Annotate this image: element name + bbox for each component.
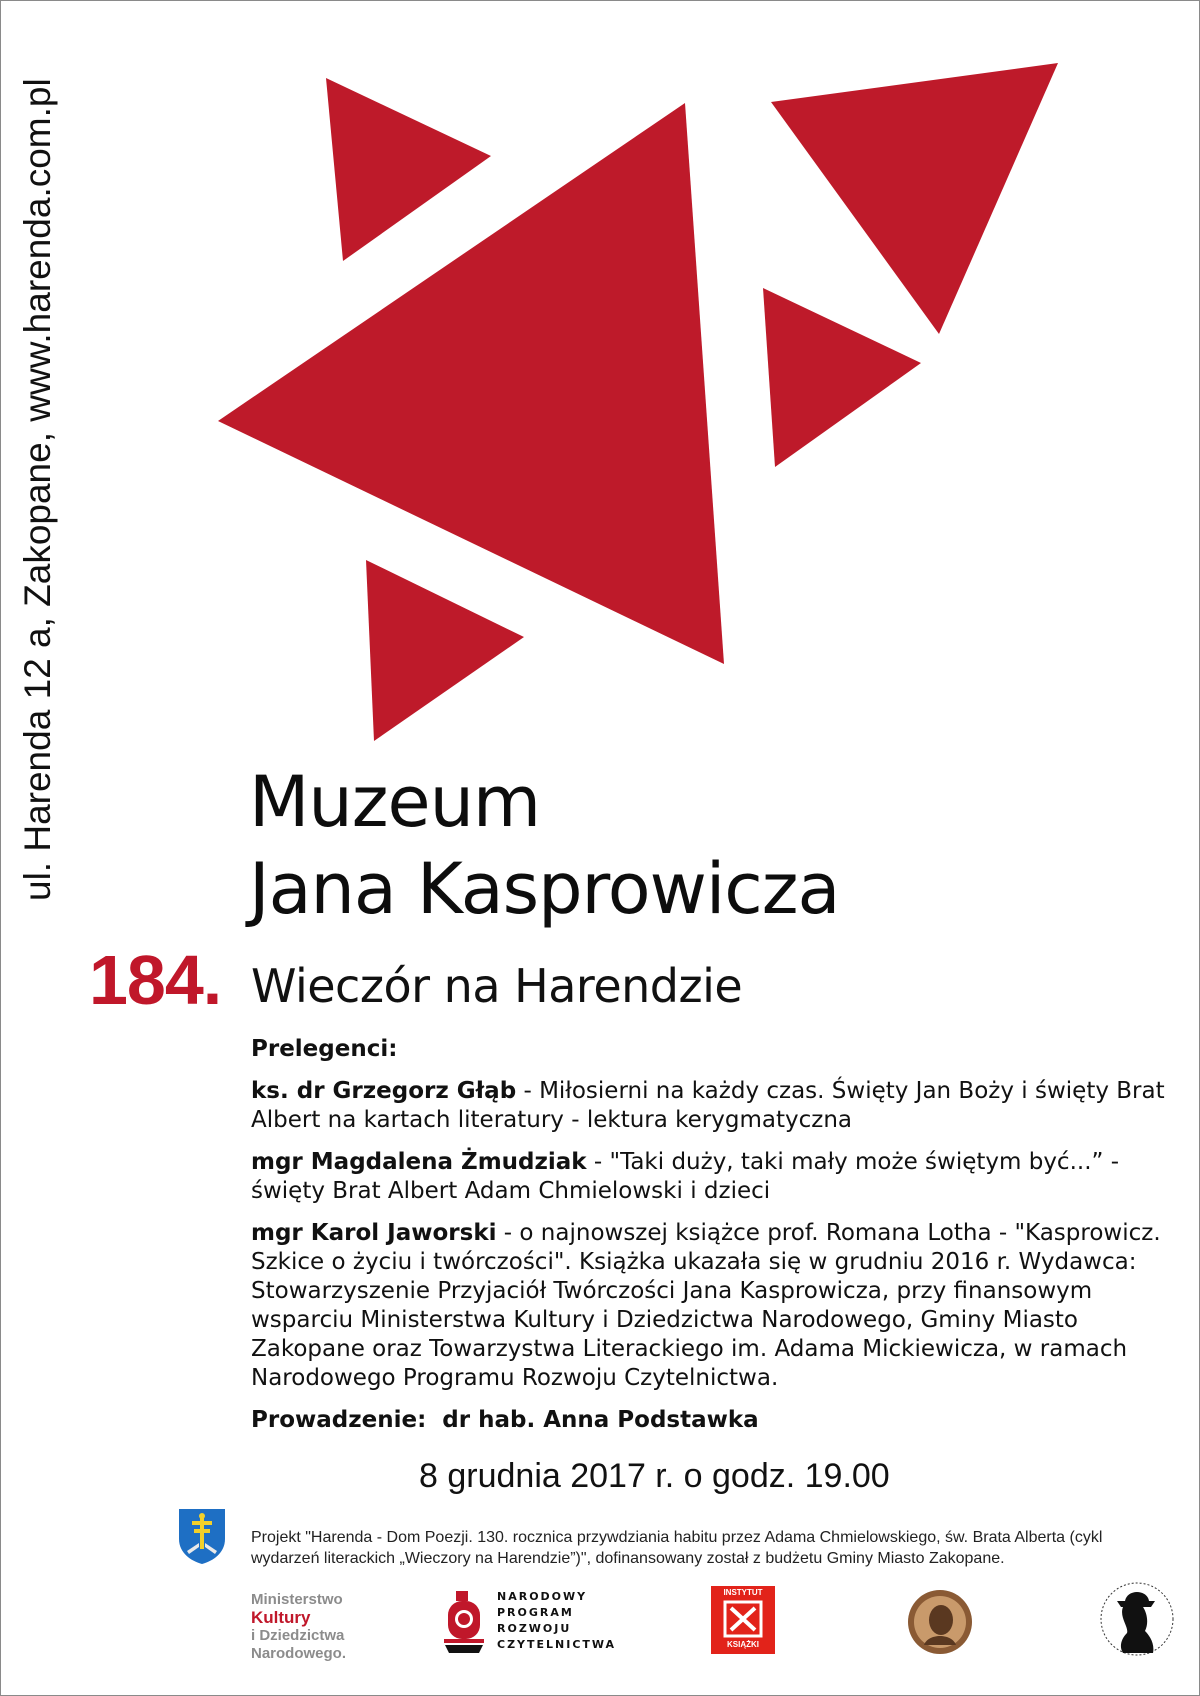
museum-title-line1: Muzeum	[249, 761, 541, 843]
ministry-logo: Ministerstwo Kultury i Dziedzictwa Narodowego.	[251, 1591, 347, 1662]
literary-society-medallion-icon	[906, 1587, 974, 1657]
speaker-entry	[251, 1077, 1171, 1135]
triangle-top-left	[326, 78, 491, 261]
reading-programme-text: NARODOWY PROGRAM ROZWOJU CZYTELNICTWA	[497, 1590, 617, 1651]
speaker-name: ks. dr Grzegorz Głąb	[251, 1078, 517, 1104]
triangle-mid-right	[763, 288, 921, 467]
triangle-graphic	[1, 1, 1199, 761]
event-title: Wieczór na Harendzie	[251, 959, 743, 1013]
book-institute-logo: INSTYTUT KSIĄŻKI	[711, 1586, 775, 1654]
speaker-name: mgr Karol Jaworski	[251, 1220, 497, 1246]
speaker-topic: - Miłosierni na każdy czas. Święty Jan Boży i święty Brat Albert na kartach literatury - lektura kerygmatyczna	[251, 1078, 1165, 1133]
host-line	[251, 1406, 1171, 1435]
speaker-topic: - o najnowszej książce prof. Romana Lotha - "Kasprowicz. Szkice o życiu i twórczości". Książka ukazała się w grudniu 2016 r. Wydawca: Stowarzyszenie Przyjaciół Twórczości Jana Kasprowicza, przy finansowym wsparciu Ministerstwa Kultury i Dziedzictwa Narodowego, Gminy Miasto Zakopane oraz Towarzystwa Literackiego im. Adama Mickiewicza, w ramach Narodowego Programu Rozwoju Czytelnictwa.	[251, 1220, 1161, 1391]
side-address: ul. Harenda 12 a, Zakopane, www.harenda.com.pl	[17, 78, 58, 901]
event-number: 184.	[89, 941, 222, 1019]
speaker-name: mgr Magdalena Żmudziak	[251, 1149, 587, 1175]
kasprowicz-society-silhouette-icon	[1099, 1577, 1175, 1661]
speakers-heading: Prelegenci:	[251, 1036, 398, 1062]
host-name: dr hab. Anna Podstawka	[442, 1407, 759, 1433]
triangle-large-center	[218, 103, 724, 664]
speaker-entry	[251, 1219, 1171, 1393]
reading-programme-logo	[441, 1589, 617, 1659]
project-note: Projekt "Harenda - Dom Poezji. 130. rocznica przywdziania habitu przez Adama Chmielowskiego, św. Brata Alberta (cykl wydarzeń literackich „Wieczory na Harendzie”)", dofinansowany został z budżetu Gminy Miasto Zakopane.	[251, 1529, 1103, 1567]
event-date: 8 grudnia 2017 r. o godz. 19.00	[419, 1457, 890, 1495]
coat-of-arms-icon	[177, 1507, 227, 1565]
program-text	[251, 1035, 1171, 1448]
museum-title-line2: Jana Kasprowicza	[249, 848, 840, 930]
triangle-top-right	[771, 63, 1058, 334]
speaker-topic: - "Taki duży, taki mały może świętym być...” - święty Brat Albert Adam Chmielowski i dzieci	[251, 1149, 1120, 1204]
triangle-bottom-left	[366, 560, 524, 741]
locomotive-icon	[441, 1589, 487, 1655]
speaker-entry	[251, 1148, 1171, 1206]
host-label: Prowadzenie:	[251, 1407, 427, 1433]
